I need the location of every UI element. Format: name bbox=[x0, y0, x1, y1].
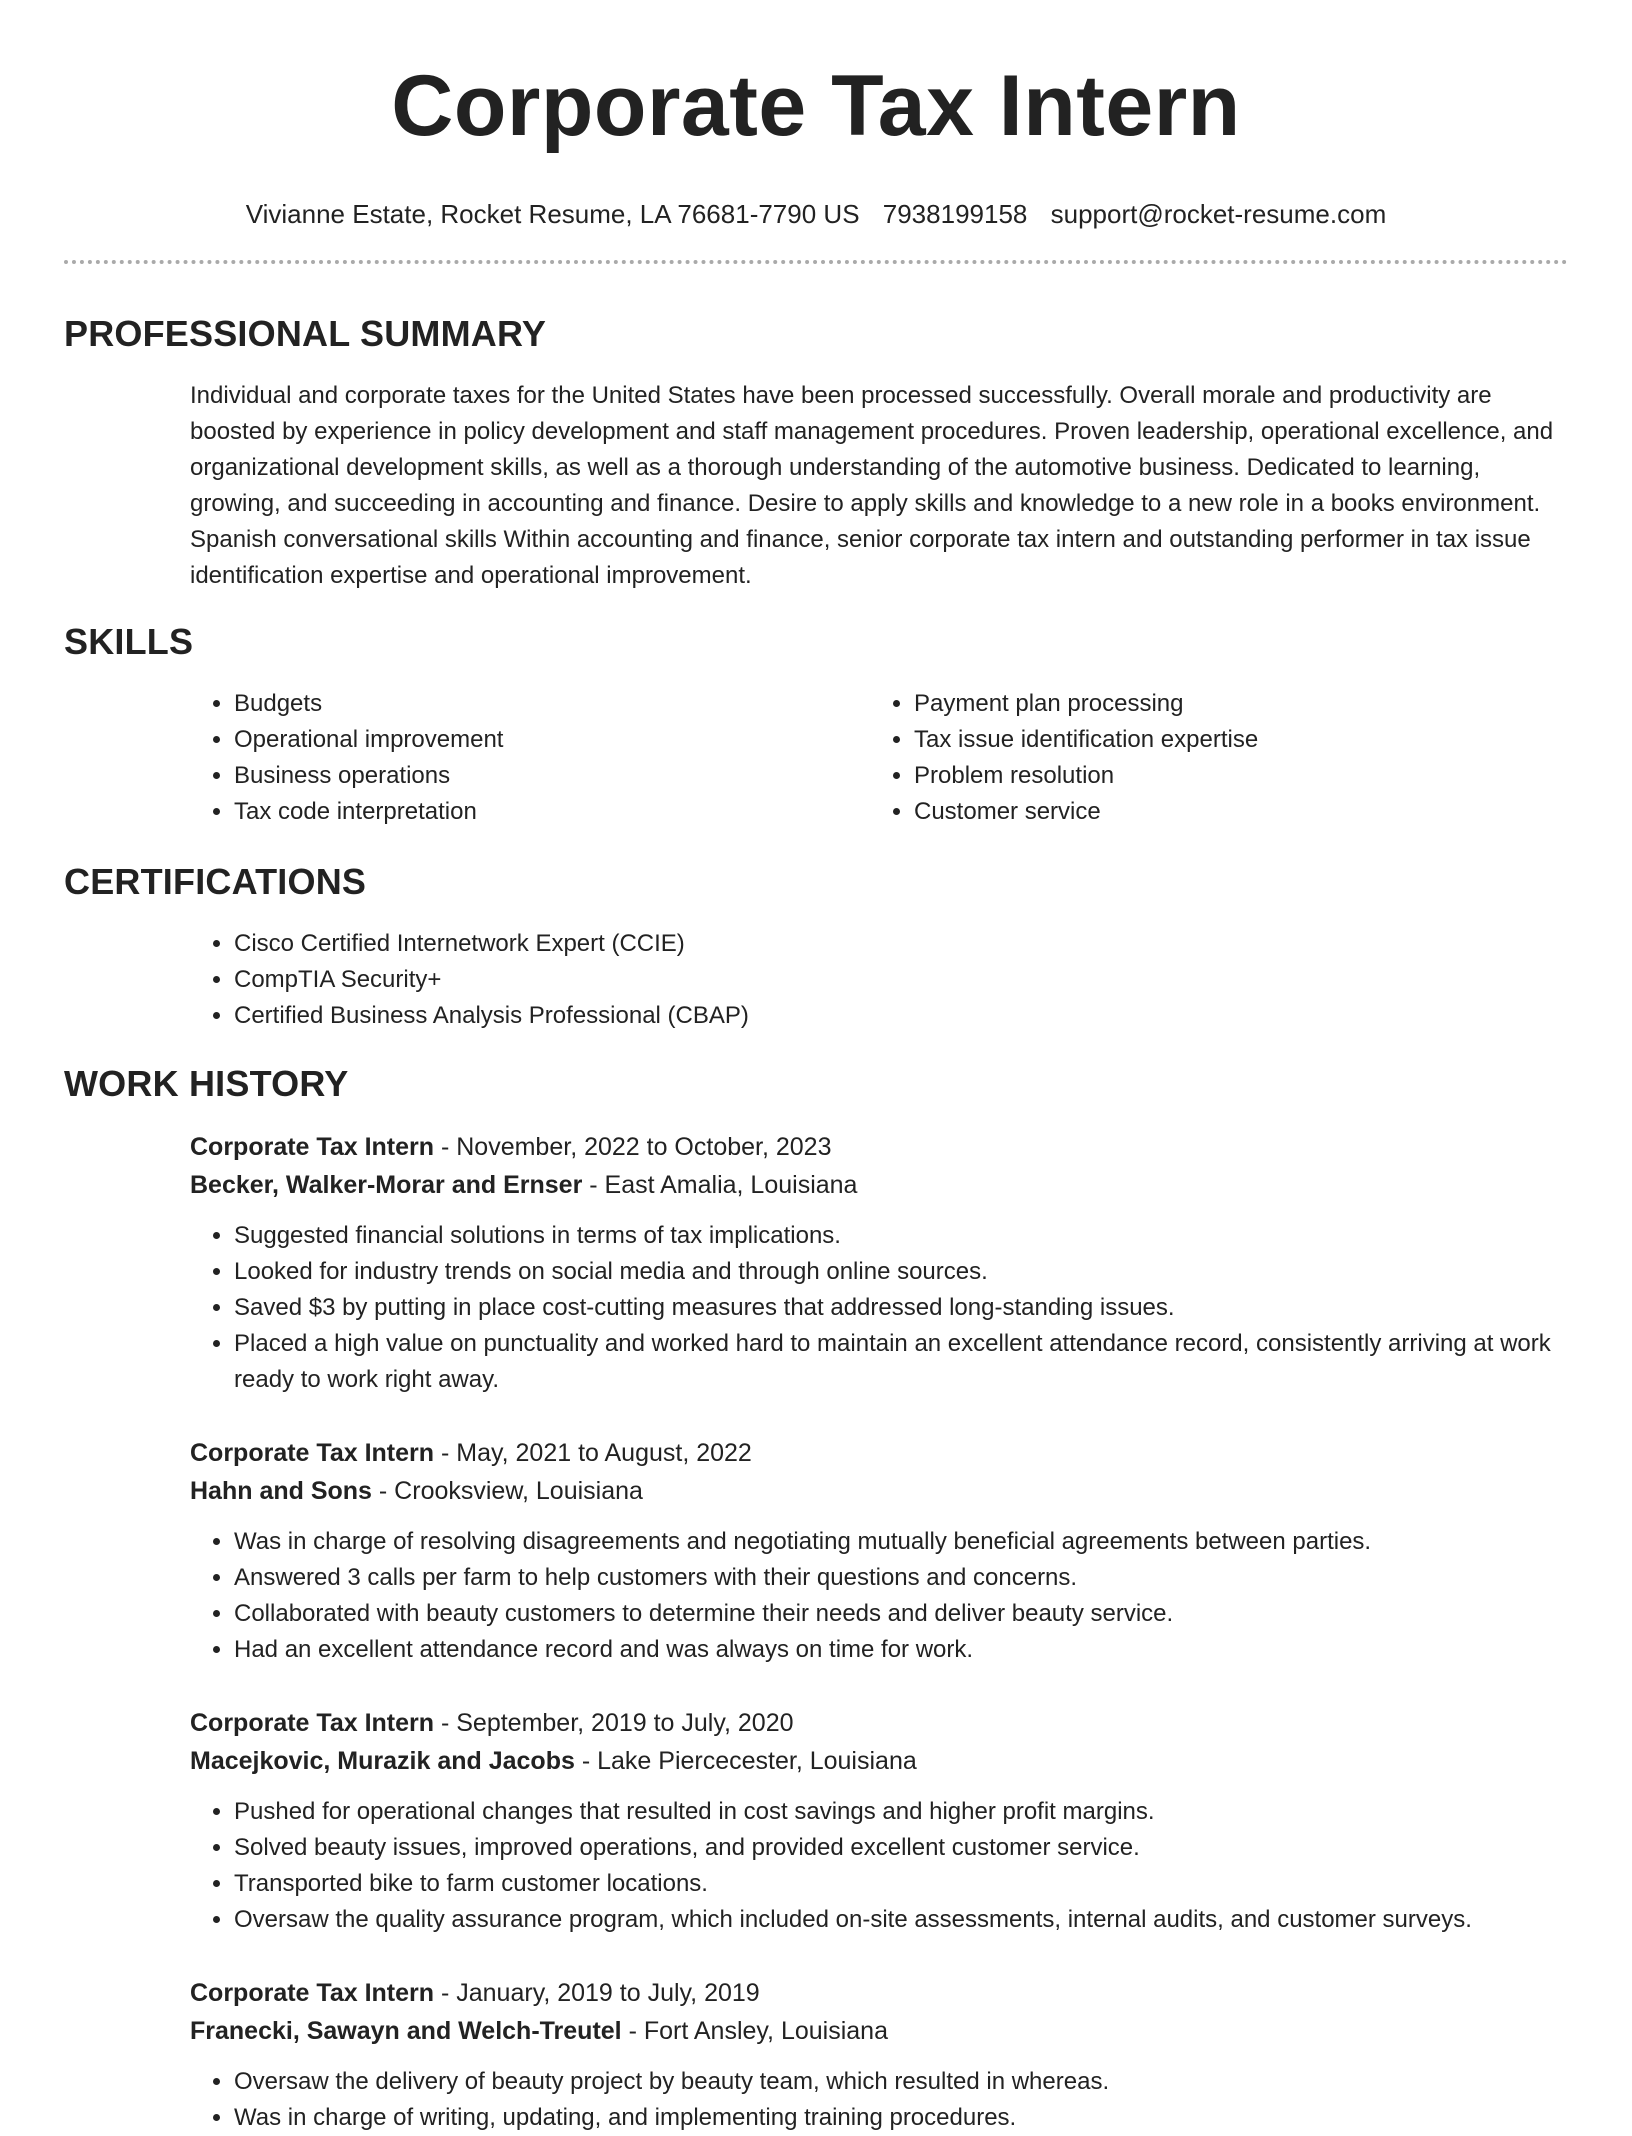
job-bullet: • Transported bike to farm customer locations. bbox=[234, 1866, 1568, 1902]
skill-item: • Customer service bbox=[914, 794, 1550, 830]
job-role-line bbox=[190, 1434, 1568, 1472]
job-bullet: • Answered 3 calls per farm to help customers with their questions and concerns. bbox=[234, 1560, 1568, 1596]
work-history-section bbox=[0, 1062, 1632, 2136]
job-company: Hahn and Sons bbox=[190, 1477, 372, 1505]
skill-item: • Business operations bbox=[234, 758, 870, 794]
skills-column-left bbox=[190, 686, 870, 830]
skill-item: • Budgets bbox=[234, 686, 870, 722]
section-title-certifications: CERTIFICATIONS bbox=[64, 861, 367, 902]
job-bullet: • Oversaw the quality assurance program, which included on-site assessments, internal audits, and customer surveys. bbox=[234, 1902, 1568, 1938]
job-bullet: • Suggested financial solutions in terms of tax implications. bbox=[234, 1218, 1568, 1254]
section-title-summary: PROFESSIONAL SUMMARY bbox=[64, 313, 547, 354]
job-role: Corporate Tax Intern bbox=[190, 1133, 435, 1161]
skill-item: • Tax issue identification expertise bbox=[914, 722, 1550, 758]
job-dates: - September, 2019 to July, 2020 bbox=[434, 1709, 794, 1737]
skill-item: • Tax code interpretation bbox=[234, 794, 870, 830]
skill-item: • Problem resolution bbox=[914, 758, 1550, 794]
summary-text: Individual and corporate taxes for the United States have been processed successfully. Overall morale and productivity are boosted by experience in policy development and staff management procedures. Proven leadership, operational excellence, and organizational development skills, as well as a thorough understanding of the automotive business. Dedicated to learning, growing, and succeeding in accounting and finance. Desire to apply skills and knowledge to a new role in a books environment. Spanish conversational skills Within accounting and finance, senior corporate tax intern and outstanding performer in tax issue identification expertise and operational improvement. bbox=[190, 382, 1554, 589]
job-bullet: • Looked for industry trends on social media and through online sources. bbox=[234, 1254, 1568, 1290]
section-title-work-history: WORK HISTORY bbox=[64, 1063, 349, 1104]
certification-item: • Certified Business Analysis Professional (CBAP) bbox=[234, 998, 1568, 1034]
job-entry bbox=[190, 1434, 1568, 1668]
job-company-line bbox=[190, 1742, 1568, 1780]
job-company-line bbox=[190, 1166, 1568, 1204]
job-company: Becker, Walker-Morar and Ernser bbox=[190, 1171, 583, 1199]
job-entry bbox=[190, 1128, 1568, 1398]
section-title-skills: SKILLS bbox=[64, 621, 194, 662]
job-location: - East Amalia, Louisiana bbox=[582, 1171, 858, 1199]
job-bullet: • Was in charge of resolving disagreements and negotiating mutually beneficial agreements between parties. bbox=[234, 1524, 1568, 1560]
job-bullet: • Was in charge of writing, updating, and implementing training procedures. bbox=[234, 2100, 1568, 2136]
resume-header bbox=[0, 0, 1632, 230]
certification-item: • CompTIA Security+ bbox=[234, 962, 1568, 998]
job-location: - Lake Piercecester, Louisiana bbox=[574, 1747, 917, 1775]
contact-address: Vivianne Estate, Rocket Resume, LA 76681-7790 US bbox=[245, 199, 860, 229]
job-bullet: • Collaborated with beauty customers to determine their needs and deliver beauty service. bbox=[234, 1596, 1568, 1632]
job-role: Corporate Tax Intern bbox=[190, 1439, 435, 1467]
skills-column-right bbox=[870, 686, 1550, 830]
job-company-line bbox=[190, 2012, 1568, 2050]
professional-summary-section bbox=[0, 312, 1632, 594]
job-dates: - November, 2022 to October, 2023 bbox=[434, 1133, 832, 1161]
certifications-section bbox=[0, 860, 1632, 1034]
skills-section bbox=[0, 620, 1632, 830]
contact-phone: 7938199158 bbox=[882, 199, 1028, 229]
job-role: Corporate Tax Intern bbox=[190, 1709, 435, 1737]
job-bullet: • Placed a high value on punctuality and worked hard to maintain an excellent attendance record, consistently arriving at work ready to work right away. bbox=[234, 1326, 1568, 1398]
header-divider bbox=[64, 260, 1568, 264]
job-location: - Fort Ansley, Louisiana bbox=[621, 2017, 888, 2045]
skill-item: • Operational improvement bbox=[234, 722, 870, 758]
job-role-line bbox=[190, 1128, 1568, 1166]
job-bullet: • Pushed for operational changes that resulted in cost savings and higher profit margins. bbox=[234, 1794, 1568, 1830]
job-role: Corporate Tax Intern bbox=[190, 1979, 435, 2007]
skill-item: • Payment plan processing bbox=[914, 686, 1550, 722]
job-bullet: • Solved beauty issues, improved operations, and provided excellent customer service. bbox=[234, 1830, 1568, 1866]
contact-line bbox=[0, 198, 1632, 230]
contact-email: support@rocket-resume.com bbox=[1050, 199, 1387, 229]
job-company: Macejkovic, Murazik and Jacobs bbox=[190, 1747, 575, 1775]
job-company-line bbox=[190, 1472, 1568, 1510]
job-dates: - May, 2021 to August, 2022 bbox=[434, 1439, 752, 1467]
certification-item: • Cisco Certified Internetwork Expert (CCIE) bbox=[234, 926, 1568, 962]
job-entry bbox=[190, 1704, 1568, 1938]
job-bullet: • Saved $3 by putting in place cost-cutting measures that addressed long-standing issues. bbox=[234, 1290, 1568, 1326]
job-role-line bbox=[190, 1974, 1568, 2012]
job-bullet: • Oversaw the delivery of beauty project by beauty team, which resulted in whereas. bbox=[234, 2064, 1568, 2100]
job-dates: - January, 2019 to July, 2019 bbox=[434, 1979, 760, 2007]
job-role-line bbox=[190, 1704, 1568, 1742]
job-company: Franecki, Sawayn and Welch-Treutel bbox=[190, 2017, 622, 2045]
page-title: Corporate Tax Intern bbox=[391, 58, 1241, 154]
job-bullet: • Had an excellent attendance record and was always on time for work. bbox=[234, 1632, 1568, 1668]
job-location: - Crooksview, Louisiana bbox=[371, 1477, 643, 1505]
